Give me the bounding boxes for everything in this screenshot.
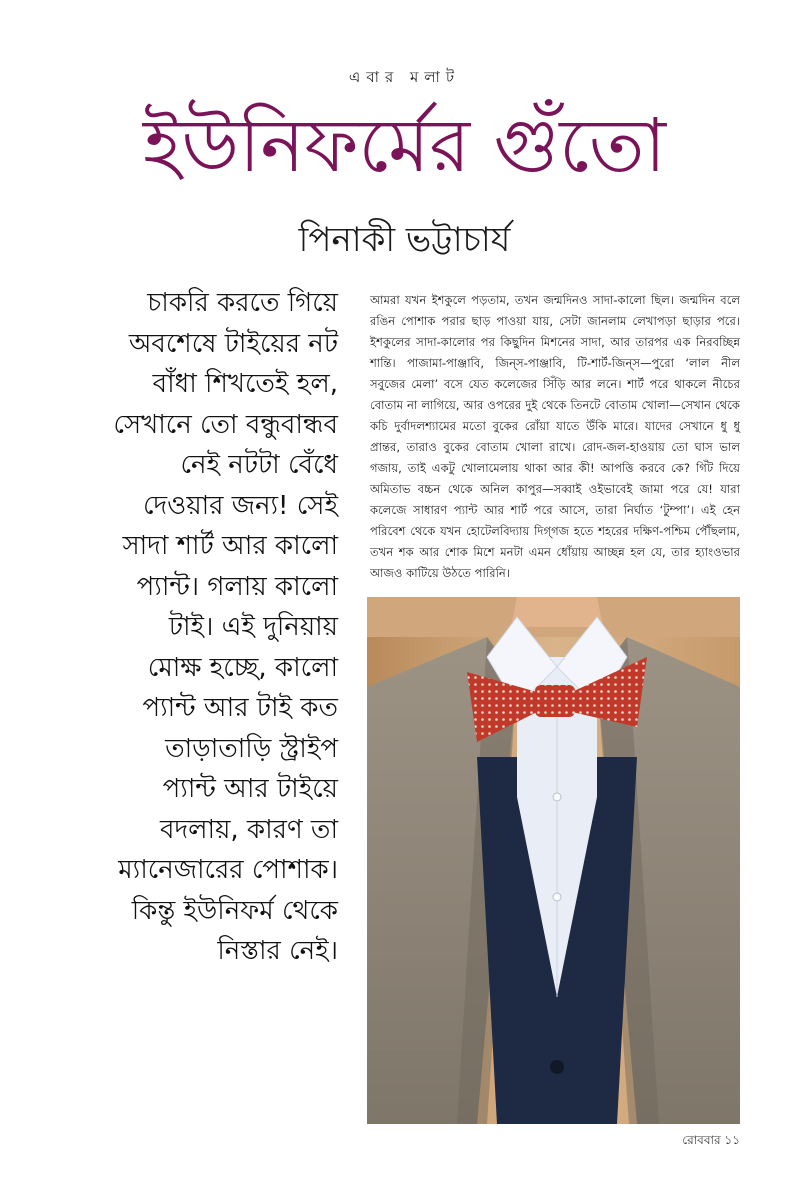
- pull-quote-line: ম্যানেজারের পোশাক।: [118, 855, 338, 885]
- pull-quote-line: প্যান্ট আর টাই কত: [142, 693, 338, 723]
- pull-quote-line: বদলায়, কারণ তা: [160, 814, 338, 845]
- pull-quote-line: অবশেষে টাইয়ের নট: [128, 328, 338, 359]
- bowtie-photo: [367, 597, 740, 1124]
- article-body: আমরা যখন ইশকুলে পড়তাম, তখন জন্মদিনও সাদা-কালো ছিল। জন্মদিন বলে রঙিন পোশাক পরার ছাড় পাওয়া যায়, সেটা জানলাম লেখাপড়া ছাড়ার পরে। ইশকুলের সাদা-কালোর পর কিছুদিন মিশনের সাদা, আর তারপর এক নিরবচ্ছিন্ন শান্তি। পাজামা-পাঞ্জাবি, জিন্‌স-পাঞ্জাবি, টি-শার্ট-জিন্‌স—পুরো ‘লাল নীল সবুজের মেলা’ বসে যেত কলেজের সিঁড়ি আর লনে। শার্ট পরে থাকলে নীচের বোতাম না লাগিয়ে, আর ওপরের দুই থেকে তিনটে বোতাম খোলা—সেখান থেকে কচি দুর্বাদলশ্যামের মতো বুকের রোঁয়া যাতে উঁকি মারে। যাদের সেখানে ধু ধু প্রান্তর, তারাও বুকের বোতাম খোলা রাখে। রোদ-জল-হাওয়ায় তো ঘাস ভাল গজায়, তাই একটু খোলামেলায় থাকা আর কী! আপত্তি করবে কে? গিঁট দিয়ে অমিতাভ বচ্চন থেকে অনিল কাপুর—সব্বাই ওইভাবেই জামা পরে যে! যারা কলেজে সাধারণ প্যান্ট আর শার্ট পরে আসে, তারা নির্ঘাত ‘টুম্পা’। এই হেন পরিবেশ থেকে যখন হোটেলবিদ্যায় দিগ্‌গজ হতে শহরের দক্ষিণ-পশ্চিম পৌঁছলাম, তখন শক আর শোক মিশে মনটা এমন ধোঁয়ায় আচ্ছন্ন হল যে, তার হ্যাংওভার আজও কাটিয়ে উঠতে পারিনি।: [370, 293, 740, 580]
- pull-quote-line: প্যান্ট। গলায় কালো: [136, 571, 338, 602]
- pull-quote-line: মোক্ষ হচ্ছে, কালো: [147, 652, 338, 683]
- pull-quote: [60, 283, 338, 972]
- pull-quote-line: নিস্তার নেই।: [217, 936, 338, 966]
- pull-quote-line: চাকরি করতে গিয়ে: [147, 288, 338, 318]
- pull-quote-line: তাড়াতাড়ি স্ট্রাইপ: [165, 733, 338, 764]
- article-title: ইউনিফর্মের গুঁতো: [143, 103, 666, 189]
- pull-quote-line: সাদা শার্ট আর কালো: [122, 531, 338, 561]
- pull-quote-line: নেই নটটা বেঁধে: [180, 450, 338, 480]
- author-byline: পিনাকী ভট্টাচার্য: [298, 220, 511, 260]
- pull-quote-line: দেওয়ার জন্য! সেই: [142, 490, 338, 521]
- pull-quote-line: বাঁধা শিখতেই হল,: [152, 369, 338, 399]
- pull-quote-line: কিন্তু ইউনিফর্ম থেকে: [131, 895, 338, 926]
- pull-quote-line: প্যান্ট আর টাইয়ে: [162, 774, 338, 804]
- page-folio: রোববার ১১: [682, 1133, 740, 1147]
- pull-quote-line: সেখানে তো বন্ধুবান্ধব: [113, 409, 338, 440]
- section-kicker: এবার মলাট: [348, 68, 461, 86]
- pull-quote-line: টাই। এই দুনিয়ায়: [168, 612, 338, 642]
